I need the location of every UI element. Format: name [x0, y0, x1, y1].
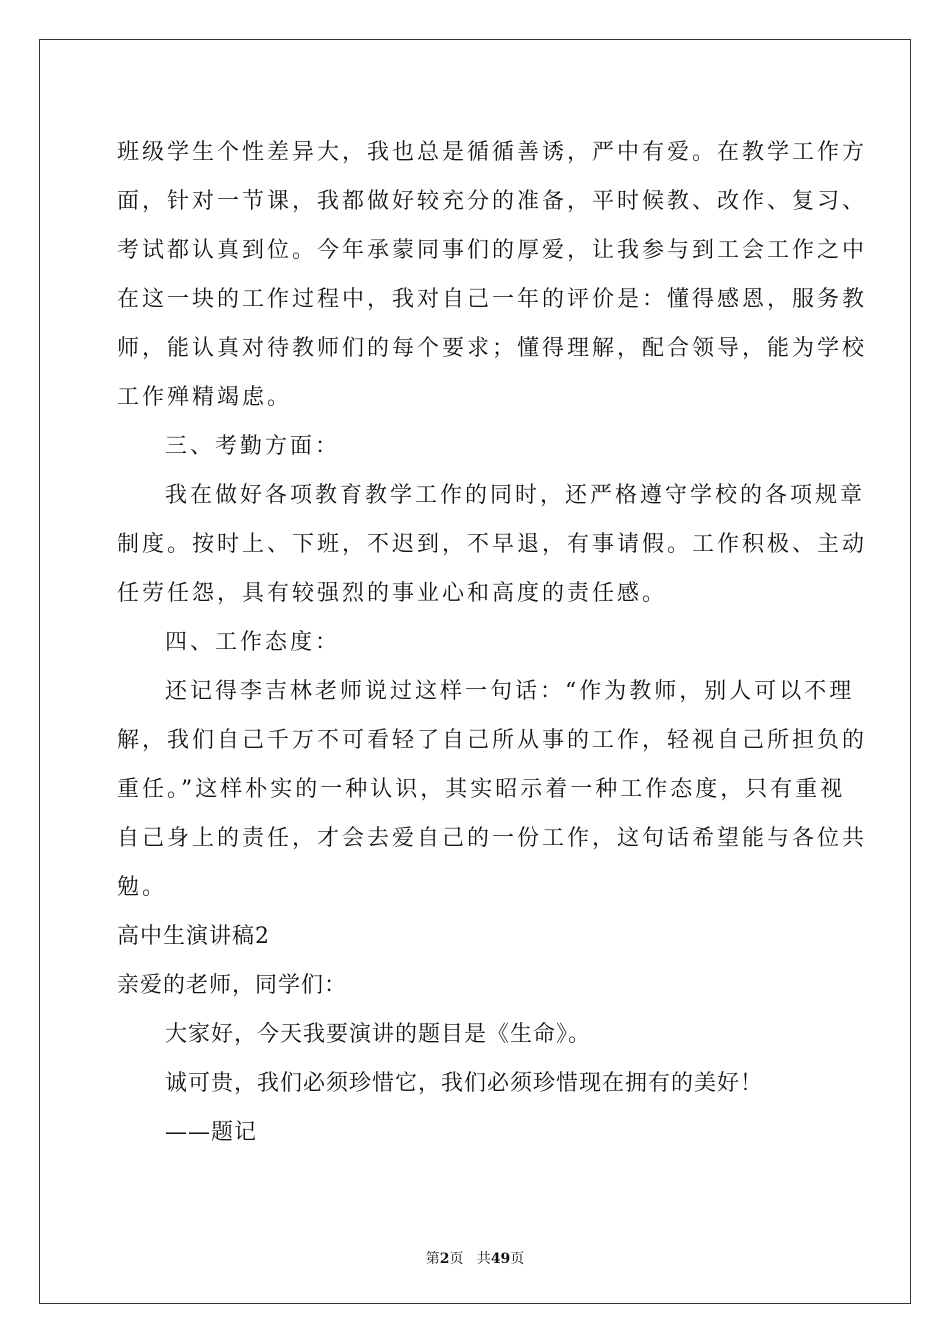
text-line: 我在做好各项教育教学工作的同时，还严格遵守学校的各项规章: [165, 483, 866, 508]
footer-page-suffix: 页: [449, 1251, 464, 1267]
current-page-number: 2: [439, 1251, 450, 1267]
text-line: 工作殚精竭虑。: [117, 385, 293, 410]
text-line: 大家好，今天我要演讲的题目是《生命》。: [165, 1022, 592, 1047]
text-line: 考试都认真到位。今年承蒙同事们的厚爱，让我参与到工会工作之中: [117, 238, 868, 263]
text-line: 自己身上的责任，才会去爱自己的一份工作，这句话希望能与各位共: [117, 826, 868, 851]
text-line: 师，能认真对待教师们的每个要求；懂得理解，配合领导，能为学校: [117, 336, 868, 361]
footer-prefix: 第: [425, 1251, 440, 1267]
footer-total-prefix: 共: [476, 1251, 491, 1267]
text-line: 面，针对一节课，我都做好较充分的准备，平时候教、改作、复习、: [117, 189, 868, 214]
text-line: 制度。按时上、下班，不迟到，不早退，有事请假。工作积极、主动: [117, 532, 868, 557]
section-heading: 三、考勤方面：: [165, 434, 341, 459]
text-line: 还记得李吉林老师说过这样一句话：“作为教师，别人可以不理: [165, 679, 855, 704]
document-body: [117, 128, 868, 1157]
speech-title: 高中生演讲稿2: [117, 924, 270, 949]
section-heading: 四、工作态度：: [165, 630, 341, 655]
text-line: 解，我们自己千万不可看轻了自己所从事的工作，轻视自己所担负的: [117, 728, 868, 753]
footer-total-suffix: 页: [510, 1251, 525, 1267]
text-line: 重任。”这样朴实的一种认识，其实昭示着一种工作态度，只有重视: [117, 777, 846, 802]
page-footer: [0, 1248, 950, 1268]
text-line: 在这一块的工作过程中，我对自己一年的评价是：懂得感恩，服务教: [117, 287, 868, 312]
text-line: 勉。: [117, 875, 168, 900]
text-line: 诚可贵，我们必须珍惜它，我们必须珍惜现在拥有的美好！: [165, 1071, 764, 1096]
epigraph-attribution: ——题记: [165, 1120, 258, 1145]
text-line: 班级学生个性差异大，我也总是循循善诱，严中有爱。在教学工作方: [117, 140, 868, 165]
total-pages-number: 49: [490, 1251, 511, 1267]
text-line: 任劳任怨，具有较强烈的事业心和高度的责任感。: [117, 581, 668, 606]
salutation: 亲爱的老师，同学们：: [117, 973, 348, 998]
